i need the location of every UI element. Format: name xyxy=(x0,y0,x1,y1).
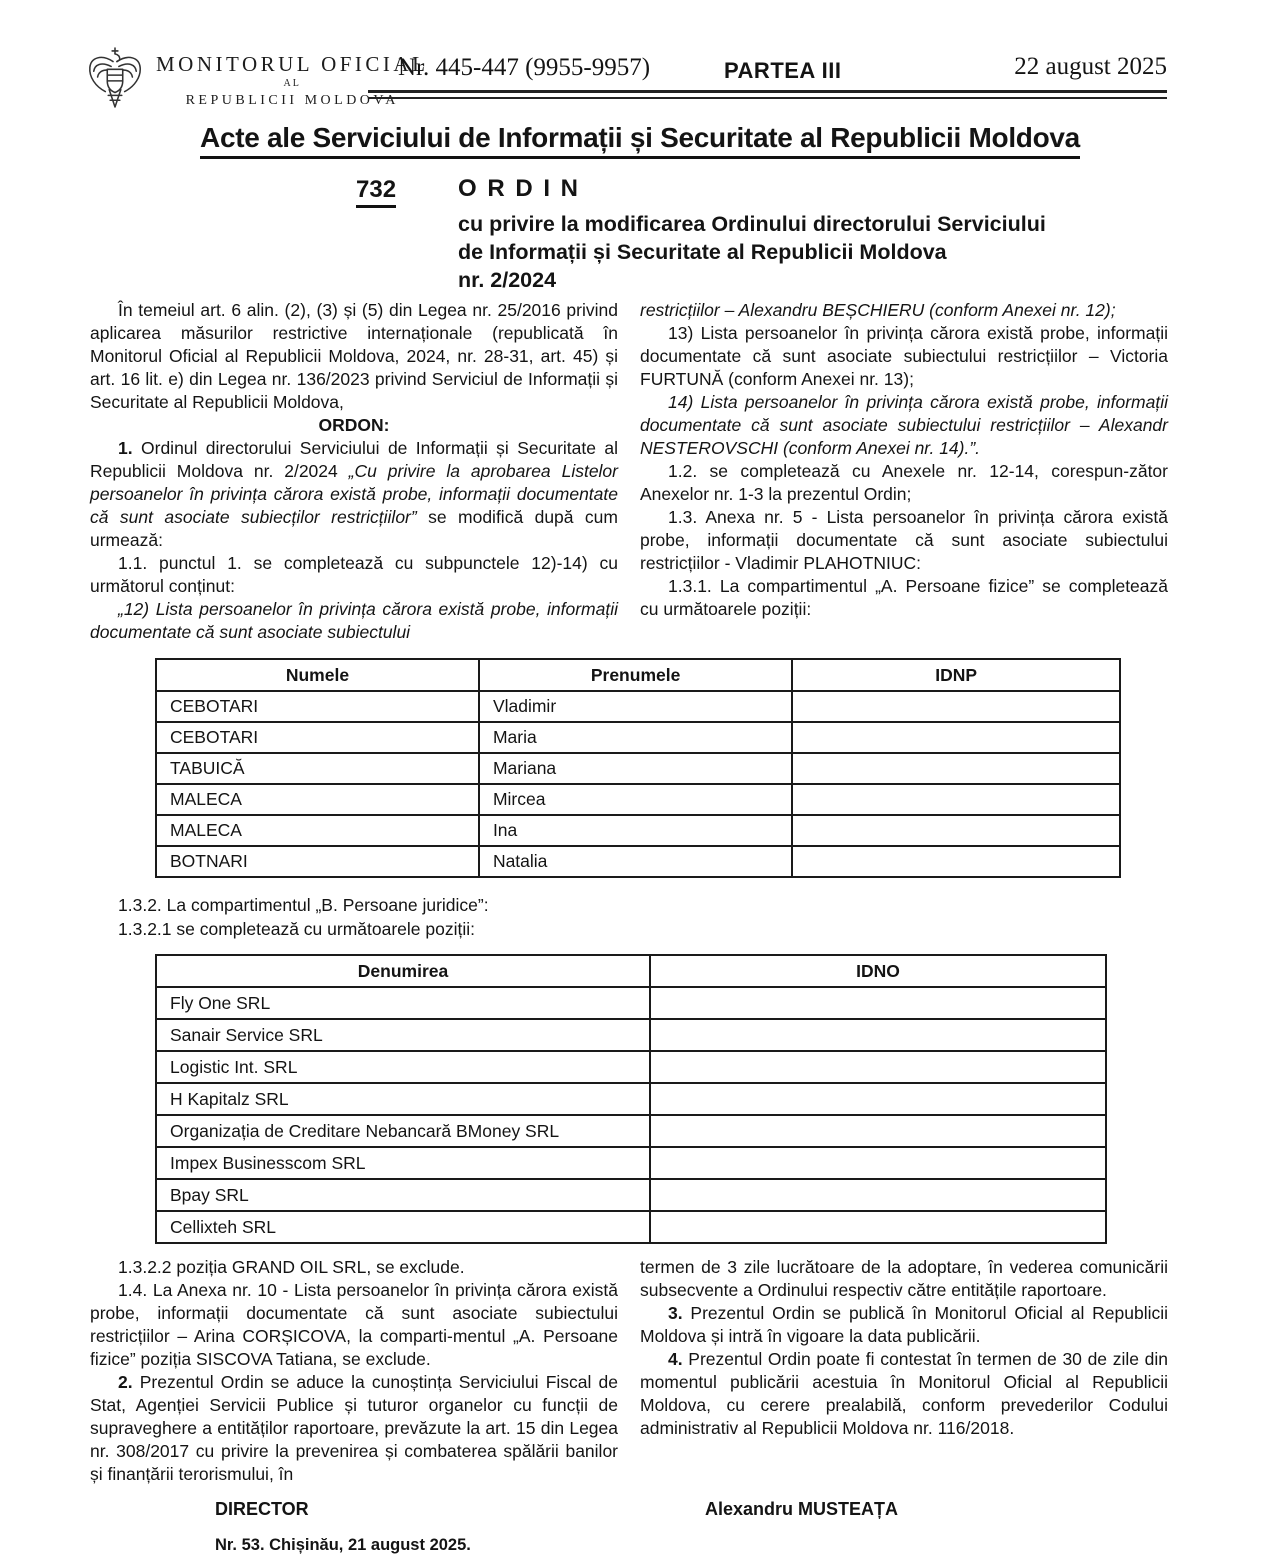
section-title: Acte ale Serviciului de Informații și Securitate al Republicii Moldova xyxy=(200,122,1080,159)
masthead-subtitle: REPUBLICII MOLDOVA xyxy=(185,93,399,108)
table-cell: Logistic Int. SRL xyxy=(156,1051,650,1083)
text-run: Prezentul Ordin se aduce la cunoștința Serviciului Fiscal de Stat, Agenției Servicii Publice și tuturor organelor cu funcții de supraveghere a entităților raportoare, prevăzute la art. 15 din Legea nr. 308/2017 cu privire la prevenirea și combaterea spălării banilor și finanțării terorismului, în xyxy=(90,1372,618,1484)
table-cell: Mircea xyxy=(479,784,792,815)
text-run: 4. xyxy=(668,1349,683,1369)
text-run: Ordinul directorului Serviciului de Informații și Securitate al Republicii Moldova nr. 2/2024 xyxy=(90,438,618,481)
order-meta: Nr. 53. Chișinău, 21 august 2025. xyxy=(215,1536,471,1554)
table-row xyxy=(156,815,1120,846)
text-run: 2. xyxy=(118,1372,133,1392)
order-type: O R D I N xyxy=(458,175,581,202)
table-cell: H Kapitalz SRL xyxy=(156,1083,650,1115)
text-run: 1.3.2.2 poziția GRAND OIL SRL, se exclude. xyxy=(118,1257,465,1277)
text-run: 1.3.2.1 se completează cu următoarele poziții: xyxy=(118,918,475,939)
table-cell: Ina xyxy=(479,815,792,846)
order-subtitle-line: cu privire la modificarea Ordinului directorului Serviciului xyxy=(458,212,1046,236)
paragraph xyxy=(640,391,1168,460)
data-table xyxy=(155,658,1121,878)
text-run: 1.4. La Anexa nr. 10 - Lista persoanelor în privința cărora există probe, informații documentate că sunt asociate subiectului restricțiilor – Arina CORȘICOVA, la comparti-mentul „A. Persoane fizice” poziția SISCOVA Tatiana, se exclude. xyxy=(90,1280,618,1369)
masthead-title: MONITORUL OFICIAL xyxy=(156,52,429,76)
table-cell xyxy=(650,1211,1106,1243)
text-run: 1.3.1. La compartimentul „A. Persoane fizice” se completează cu următoarele poziții: xyxy=(640,576,1168,619)
table-cell xyxy=(650,987,1106,1019)
table-cell xyxy=(792,784,1120,815)
table-row xyxy=(156,1179,1106,1211)
table-row xyxy=(156,753,1120,784)
paragraph xyxy=(90,414,618,437)
director-label: DIRECTOR xyxy=(215,1499,309,1519)
left-column-bottom xyxy=(90,1256,618,1486)
table-cell xyxy=(792,691,1120,722)
table-cell: Cellixteh SRL xyxy=(156,1211,650,1243)
table-cell: Bpay SRL xyxy=(156,1179,650,1211)
text-run: 13) Lista persoanelor în privința cărora există probe, informații documentate că sunt asociate subiectului restricțiilor – Victoria FURTUNĂ (conform Anexei nr. 13); xyxy=(640,323,1168,389)
table-header-row xyxy=(156,955,1106,987)
masthead-al: AL xyxy=(283,78,301,89)
left-column-top xyxy=(90,299,618,644)
text-run: 1.1. punctul 1. se completează cu subpunctele 12)-14) cu următorul conținut: xyxy=(90,553,618,596)
order-number: 732 xyxy=(356,176,396,208)
text-run: „12) Lista persoanelor în privința cărora există probe, informații documentate că sunt asociate subiectului xyxy=(90,599,618,642)
table-row xyxy=(156,784,1120,815)
coat-of-arms-icon xyxy=(86,46,144,110)
paragraph xyxy=(640,506,1168,575)
order-subtitle-line: nr. 2/2024 xyxy=(458,268,557,292)
table-cell xyxy=(792,815,1120,846)
text-run: restricțiilor – Alexandru BEȘCHIERU (conform Anexei nr. 12); xyxy=(640,300,1116,320)
text-run: Prezentul Ordin poate fi contestat în termen de 30 de zile din momentul publicării acestuia în Monitorul Oficial al Republicii Moldova, cu cerere prealabilă, conform prevederilor Codului administrativ al Republicii Moldova nr. 116/2018. xyxy=(640,1349,1168,1438)
paragraph xyxy=(90,299,618,414)
table-cell xyxy=(650,1051,1106,1083)
text-run: Prezentul Ordin se publică în Monitorul Oficial al Republicii Moldova și intră în vigoare la data publicării. xyxy=(640,1303,1168,1346)
table-cell: Maria xyxy=(479,722,792,753)
table-row xyxy=(156,987,1106,1019)
data-table xyxy=(155,954,1107,1244)
masthead xyxy=(86,46,428,110)
table-cell: CEBOTARI xyxy=(156,691,479,722)
paragraph xyxy=(90,552,618,598)
paragraph xyxy=(640,1256,1168,1302)
table-cell: Fly One SRL xyxy=(156,987,650,1019)
table-cell: MALECA xyxy=(156,815,479,846)
text-run: ORDON: xyxy=(318,415,390,435)
table-header-cell: Numele xyxy=(156,659,479,691)
paragraph xyxy=(640,1302,1168,1348)
paragraph xyxy=(640,1348,1168,1440)
text-run: 1.3.2. La compartimentul „B. Persoane juridice”: xyxy=(118,895,489,915)
paragraph xyxy=(640,322,1168,391)
mid-notes xyxy=(90,894,790,941)
masthead-text xyxy=(156,46,428,109)
table-header-cell: IDNP xyxy=(792,659,1120,691)
issue-date: 22 august 2025 xyxy=(1014,53,1167,80)
paragraph xyxy=(640,460,1168,506)
paragraph xyxy=(90,598,618,644)
table-cell: Organizația de Creditare Nebancară BMoney SRL xyxy=(156,1115,650,1147)
table-cell: CEBOTARI xyxy=(156,722,479,753)
right-column-top xyxy=(640,299,1168,621)
table-cell: Sanair Service SRL xyxy=(156,1019,650,1051)
table-cell: BOTNARI xyxy=(156,846,479,877)
table-row xyxy=(156,1211,1106,1243)
table-header-cell: IDNO xyxy=(650,955,1106,987)
signature-name: Alexandru MUSTEAȚA xyxy=(705,1499,899,1519)
table-cell xyxy=(650,1147,1106,1179)
header-double-rule xyxy=(368,90,1167,99)
paragraph xyxy=(90,894,790,918)
table-row xyxy=(156,722,1120,753)
table-cell xyxy=(650,1019,1106,1051)
table-cell: Impex Businesscom SRL xyxy=(156,1147,650,1179)
paragraph xyxy=(90,918,790,942)
table-header-cell: Denumirea xyxy=(156,955,650,987)
table-row xyxy=(156,846,1120,877)
paragraph xyxy=(90,437,618,552)
text-run: În temeiul art. 6 alin. (2), (3) și (5) din Legea nr. 25/2016 privind aplicarea măsurilor restrictive internaționale (republicată în Monitorul Oficial al Republicii Moldova, 2024, nr. 28-31, art. 45) și art. 16 lit. e) din Legea nr. 136/2023 privind Serviciul de Informații și Securitate al Republicii Moldova, xyxy=(90,300,618,412)
table-header-cell: Prenumele xyxy=(479,659,792,691)
table-cell xyxy=(792,722,1120,753)
paragraph xyxy=(90,1256,618,1279)
table-row xyxy=(156,1051,1106,1083)
table-row xyxy=(156,1083,1106,1115)
issue-number: Nr. 445-447 (9955-9957) xyxy=(398,54,651,81)
text-run: 14) Lista persoanelor în privința cărora există probe, informații documentate că sunt asociate subiectului restricțiilor – Alexandr NESTEROVSCHI (conform Anexei nr. 14).”. xyxy=(640,392,1168,458)
table-row xyxy=(156,1147,1106,1179)
table-cell xyxy=(650,1115,1106,1147)
paragraph xyxy=(90,1371,618,1486)
right-column-bottom xyxy=(640,1256,1168,1440)
table-row xyxy=(156,1115,1106,1147)
text-run: „Cu privire la aprobarea Listelor persoanelor în privința cărora există probe, informații documentate că sunt asociate subiecților restricțiilor” xyxy=(90,461,618,527)
table-cell: MALECA xyxy=(156,784,479,815)
text-run: 1.2. se completează cu Anexele nr. 12-14, corespun-zător Anexelor nr. 1-3 la prezentul Ordin; xyxy=(640,461,1168,504)
table-cell xyxy=(650,1179,1106,1211)
part-label: PARTEA III xyxy=(724,58,842,83)
table-row xyxy=(156,1019,1106,1051)
table-header-row xyxy=(156,659,1120,691)
section-title-row xyxy=(0,122,1280,154)
table-cell: Mariana xyxy=(479,753,792,784)
table-cell xyxy=(792,753,1120,784)
table-cell xyxy=(792,846,1120,877)
order-subtitle-line: de Informații și Securitate al Republicii Moldova xyxy=(458,240,947,264)
table-cell: Vladimir xyxy=(479,691,792,722)
paragraph xyxy=(640,575,1168,621)
paragraph xyxy=(90,1279,618,1371)
persons-table xyxy=(155,658,1121,878)
text-run: 1. xyxy=(118,438,133,458)
text-run: termen de 3 zile lucrătoare de la adoptare, în vederea comunicării subsecvente a Ordinului respectiv către entitățile raportoare. xyxy=(640,1257,1168,1300)
paragraph xyxy=(640,299,1168,322)
order-subtitle xyxy=(458,210,1046,294)
table-cell xyxy=(650,1083,1106,1115)
text-run: 3. xyxy=(668,1303,683,1323)
entities-table xyxy=(155,954,1107,1244)
text-run: 1.3. Anexa nr. 5 - Lista persoanelor în privința cărora există probe, informații documentate că sunt asociate subiectului restricțiilor - Vladimir PLAHOTNIUC: xyxy=(640,507,1168,573)
table-cell: Natalia xyxy=(479,846,792,877)
table-row xyxy=(156,691,1120,722)
text-run: se modifică după cum urmează: xyxy=(90,507,618,550)
order-heading xyxy=(458,175,1046,294)
table-cell: TABUICĂ xyxy=(156,753,479,784)
